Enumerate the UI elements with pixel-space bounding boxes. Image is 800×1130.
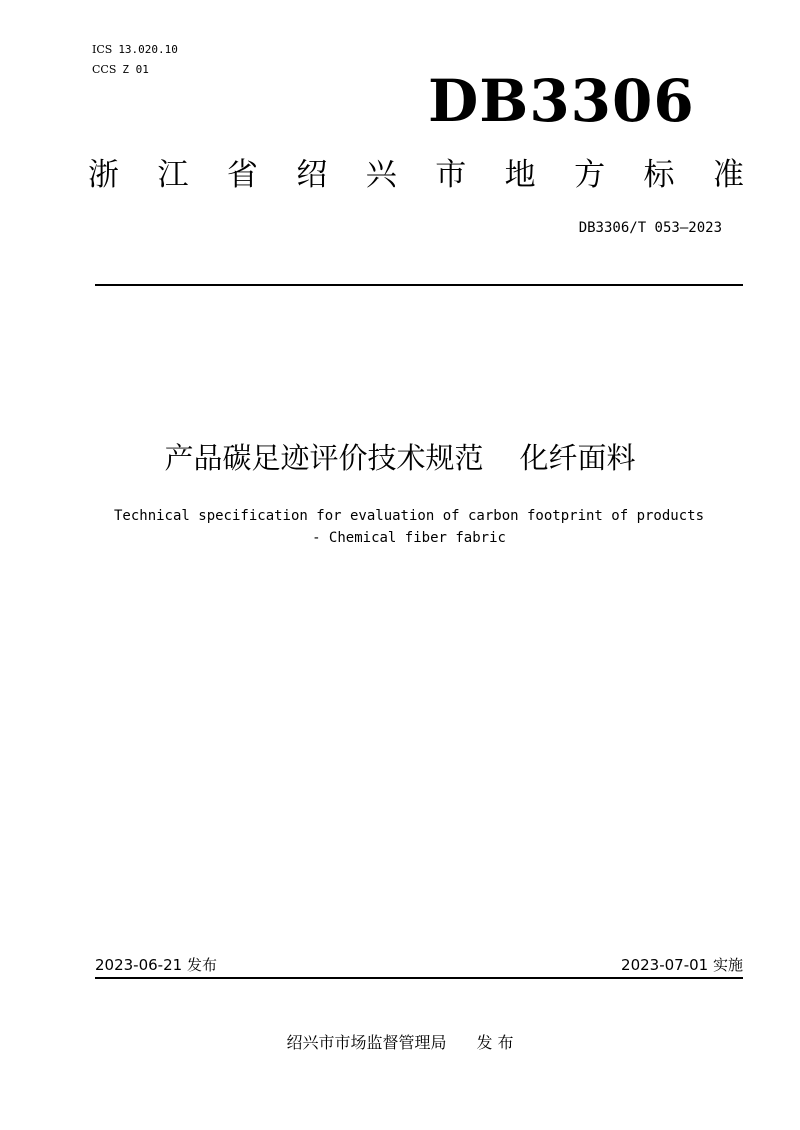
standard-type-title [80,150,752,200]
standard-type-char: 绍 [296,157,328,193]
document-title-cn [0,432,800,484]
title-en-line-2: - Chemical fiber fabric [312,530,506,546]
standard-type-char: 地 [504,157,536,193]
standard-number: DB3306/T 053—2023 [578,220,722,236]
standard-type-char: 方 [574,157,606,193]
date-row [95,952,743,978]
classification-codes [92,40,178,80]
standard-type-char: 浙 [88,157,119,193]
issuer [0,1030,800,1056]
ccs-label: CCS [92,63,117,76]
standard-type-char: 标 [643,157,675,193]
document-title-en [40,505,778,549]
db-logo: DB3306 [428,67,695,135]
title-en-line-1: Technical specification for evaluation of carbon footprint of products [113,508,704,524]
standard-type-char: 江 [157,157,189,193]
issuer-name: 绍兴市市场监督管理局 [286,1033,447,1052]
bottom-divider [95,977,743,979]
implement-date: 2023-07-01 实施 [621,956,743,974]
ics-code [92,40,178,60]
title-cn-sub: 化纤面料 [519,441,636,475]
ics-value: 13.020.10 [118,43,178,56]
issuer-action: 发 布 [476,1033,514,1052]
ccs-value: Z 01 [122,63,149,76]
standard-type-char: 省 [226,157,258,193]
ics-label: ICS [92,43,113,56]
ccs-code [92,60,178,80]
standard-type-char: 兴 [365,157,397,193]
title-cn-main: 产品碳足迹评价技术规范 [164,441,484,475]
release-date: 2023-06-21 发布 [95,956,217,974]
standard-type-char: 市 [435,157,467,193]
standard-type-char: 准 [712,157,744,193]
top-divider [95,284,743,286]
